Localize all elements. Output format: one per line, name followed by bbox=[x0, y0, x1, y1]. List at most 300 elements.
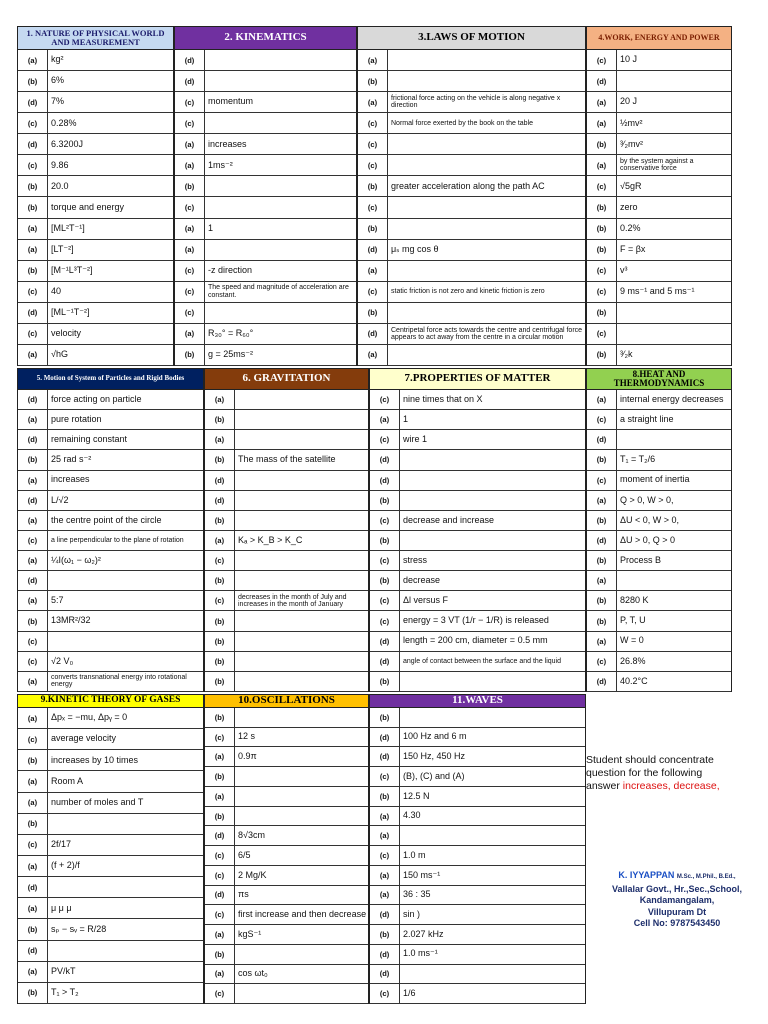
option-label: (c) bbox=[205, 728, 235, 747]
option-label: (a) bbox=[205, 787, 235, 806]
answer-text: 0.2% bbox=[620, 222, 641, 233]
answer-text bbox=[235, 430, 368, 449]
option-label: (b) bbox=[587, 219, 617, 239]
section-header-11 bbox=[369, 694, 586, 708]
answer-row bbox=[370, 611, 585, 631]
option-label: (b) bbox=[205, 571, 235, 590]
answer-text: 0.9π bbox=[238, 751, 257, 762]
answer-row bbox=[587, 672, 731, 692]
section-11-answers bbox=[369, 708, 586, 1004]
section-header-8 bbox=[586, 368, 732, 390]
answer-text bbox=[48, 877, 203, 897]
answer-row bbox=[370, 410, 585, 430]
option-label: (c) bbox=[587, 50, 617, 70]
answer-text: 20 J bbox=[620, 96, 638, 107]
answer-text bbox=[205, 113, 356, 133]
option-label: (a) bbox=[18, 708, 48, 728]
answer-row bbox=[358, 71, 585, 92]
answer-text bbox=[235, 807, 368, 826]
option-label: (c) bbox=[370, 390, 400, 409]
option-label: (d) bbox=[587, 71, 617, 91]
answer-row bbox=[205, 632, 368, 652]
author-block bbox=[586, 870, 768, 930]
answer-row bbox=[205, 886, 368, 906]
answer-row bbox=[205, 925, 368, 945]
answer-row bbox=[587, 511, 731, 531]
section-header-4 bbox=[586, 26, 732, 50]
answer-text bbox=[205, 197, 356, 217]
answer-text: 25 rad s⁻² bbox=[51, 454, 92, 465]
answer-text: sin ) bbox=[403, 908, 421, 919]
answer-text: 20.0 bbox=[51, 180, 69, 191]
answer-text bbox=[235, 984, 368, 1003]
answer-text: by the system against a conservative force bbox=[620, 158, 694, 173]
option-label: (b) bbox=[358, 176, 388, 196]
answer-text: The speed and magnitude of acceleration are constant. bbox=[208, 284, 349, 299]
section-2-answers bbox=[174, 50, 357, 366]
answer-text: a straight line bbox=[620, 413, 674, 424]
answer-row bbox=[587, 410, 731, 430]
section-header-9 bbox=[17, 694, 204, 708]
answer-text bbox=[617, 71, 731, 91]
answer-text: W = 0 bbox=[620, 635, 644, 646]
option-label: (b) bbox=[358, 71, 388, 91]
answer-text bbox=[205, 176, 356, 196]
answer-text: √hG bbox=[51, 349, 68, 360]
answer-row bbox=[587, 471, 731, 491]
answer-row bbox=[205, 787, 368, 807]
option-label: (a) bbox=[587, 155, 617, 175]
option-label: (c) bbox=[370, 984, 400, 1003]
option-label: (a) bbox=[358, 50, 388, 70]
answer-text: Δpₓ = −mu, Δpᵧ = 0 bbox=[51, 712, 128, 723]
option-label: (a) bbox=[18, 551, 48, 570]
answer-row bbox=[18, 571, 203, 591]
answer-text bbox=[48, 941, 203, 961]
option-label: (a) bbox=[18, 219, 48, 239]
option-label: (d) bbox=[18, 877, 48, 897]
answer-text: increases bbox=[51, 474, 90, 485]
answer-text: T₁ > T₂ bbox=[51, 987, 79, 998]
answer-row bbox=[370, 866, 585, 886]
option-label: (d) bbox=[18, 92, 48, 112]
answer-row bbox=[370, 826, 585, 846]
option-label: (a) bbox=[205, 965, 235, 984]
answer-text bbox=[235, 551, 368, 570]
answer-row bbox=[18, 962, 203, 983]
answer-row bbox=[18, 430, 203, 450]
option-label: (c) bbox=[587, 410, 617, 429]
option-label: (a) bbox=[18, 410, 48, 429]
answer-row bbox=[18, 410, 203, 430]
answer-row bbox=[370, 945, 585, 965]
option-label: (c) bbox=[18, 282, 48, 302]
option-label: (a) bbox=[18, 898, 48, 918]
answer-row bbox=[18, 155, 173, 176]
answer-row bbox=[358, 240, 585, 261]
option-label: (d) bbox=[18, 134, 48, 154]
section-title-7: 7.PROPERTIES OF MATTER bbox=[404, 372, 551, 385]
option-label: (c) bbox=[370, 611, 400, 630]
option-label: (c) bbox=[205, 591, 235, 610]
option-label: (d) bbox=[370, 945, 400, 964]
answer-row bbox=[370, 531, 585, 551]
option-label: (d) bbox=[18, 571, 48, 590]
option-label: (d) bbox=[358, 240, 388, 260]
answer-row bbox=[205, 531, 368, 551]
option-label: (c) bbox=[175, 113, 205, 133]
option-label: (d) bbox=[205, 491, 235, 510]
option-label: (b) bbox=[18, 919, 48, 939]
section-1-answers bbox=[17, 50, 174, 366]
answer-text: 1 bbox=[208, 222, 214, 233]
option-label: (b) bbox=[205, 511, 235, 530]
option-label: (d) bbox=[18, 941, 48, 961]
option-label: (a) bbox=[18, 50, 48, 70]
section-title-1: 1. NATURE OF PHYSICAL WORLD AND MEASUREMENT bbox=[26, 28, 165, 47]
answer-text: decrease bbox=[403, 575, 441, 586]
answer-row bbox=[205, 905, 368, 925]
answer-row bbox=[205, 807, 368, 827]
answer-row bbox=[175, 303, 356, 324]
section-header-5 bbox=[17, 368, 204, 390]
answer-row bbox=[18, 814, 203, 835]
answer-text: momentum bbox=[208, 96, 254, 107]
answer-row bbox=[18, 511, 203, 531]
option-label: (a) bbox=[175, 240, 205, 260]
option-label: (b) bbox=[18, 983, 48, 1003]
answer-row bbox=[175, 282, 356, 303]
answer-text: (f + 2)/f bbox=[51, 860, 80, 871]
answer-row bbox=[18, 551, 203, 571]
answer-text: F = βx bbox=[620, 243, 646, 254]
option-label: (b) bbox=[18, 814, 48, 834]
answer-text bbox=[235, 672, 368, 691]
answer-row bbox=[205, 846, 368, 866]
answer-row bbox=[358, 324, 585, 345]
option-label: (b) bbox=[205, 632, 235, 651]
answer-text bbox=[48, 814, 203, 834]
answer-text bbox=[400, 450, 585, 469]
answer-row bbox=[587, 134, 731, 155]
answer-text bbox=[400, 531, 585, 550]
author-school: Vallalar Govt., Hr.,Sec.,School, bbox=[611, 883, 743, 894]
option-label: (c) bbox=[370, 430, 400, 449]
answer-text bbox=[205, 50, 356, 70]
section-title-3: 3.LAWS OF MOTION bbox=[418, 31, 525, 44]
answer-text: 2f/17 bbox=[51, 839, 72, 850]
answer-row bbox=[18, 240, 173, 261]
option-label: (b) bbox=[175, 345, 205, 365]
option-label: (b) bbox=[370, 925, 400, 944]
answer-row bbox=[587, 611, 731, 631]
answer-row bbox=[18, 983, 203, 1004]
option-label: (c) bbox=[205, 984, 235, 1003]
answer-row bbox=[18, 471, 203, 491]
answer-row bbox=[587, 652, 731, 672]
option-label: (c) bbox=[205, 866, 235, 885]
option-label: (a) bbox=[18, 793, 48, 813]
option-label: (b) bbox=[18, 750, 48, 770]
answer-text bbox=[617, 303, 731, 323]
answer-text bbox=[400, 965, 585, 984]
section-header-1 bbox=[17, 26, 174, 50]
answer-row bbox=[175, 176, 356, 197]
answer-row bbox=[18, 856, 203, 877]
answer-text: velocity bbox=[51, 328, 82, 339]
answer-text: wire 1 bbox=[403, 434, 428, 445]
answer-text: 9 ms⁻¹ and 5 ms⁻¹ bbox=[620, 286, 695, 297]
answer-row bbox=[175, 197, 356, 218]
option-label: (a) bbox=[370, 866, 400, 885]
option-label: (d) bbox=[370, 747, 400, 766]
answer-text: μₛ mg cos θ bbox=[391, 243, 439, 254]
answer-row bbox=[175, 240, 356, 261]
option-label: (a) bbox=[358, 92, 388, 112]
option-label: (d) bbox=[370, 905, 400, 924]
option-label: (d) bbox=[205, 826, 235, 845]
answer-text: 6/5 bbox=[238, 849, 251, 860]
note-line-1: Student should concentrate bbox=[586, 754, 714, 766]
answer-text: torque and energy bbox=[51, 201, 125, 212]
answer-text: kgS⁻¹ bbox=[238, 928, 262, 939]
answer-row bbox=[18, 491, 203, 511]
option-label: (a) bbox=[18, 511, 48, 530]
answer-text bbox=[235, 571, 368, 590]
answer-row bbox=[587, 571, 731, 591]
option-label: (b) bbox=[205, 652, 235, 671]
option-label: (c) bbox=[587, 261, 617, 281]
option-label: (c) bbox=[587, 324, 617, 344]
answer-row bbox=[18, 134, 173, 155]
answer-text bbox=[235, 611, 368, 630]
option-label: (c) bbox=[587, 282, 617, 302]
answer-row bbox=[205, 571, 368, 591]
answer-text: g = 25ms⁻² bbox=[208, 349, 254, 360]
option-label: (b) bbox=[205, 945, 235, 964]
answer-row bbox=[370, 925, 585, 945]
answer-text: Kₐ > K_B > K_C bbox=[238, 534, 303, 545]
answer-row bbox=[175, 261, 356, 282]
answer-row bbox=[370, 747, 585, 767]
option-label: (a) bbox=[370, 826, 400, 845]
option-label: (c) bbox=[358, 282, 388, 302]
option-label: (c) bbox=[175, 303, 205, 323]
section-title-8: 8.HEAT AND THERMODYNAMICS bbox=[613, 368, 705, 388]
answer-text: Room A bbox=[51, 775, 84, 786]
answer-text: ³⁄₂mv² bbox=[620, 138, 643, 149]
section-7-answers bbox=[369, 390, 586, 692]
answer-row bbox=[587, 282, 731, 303]
section-9-answers bbox=[17, 708, 204, 1004]
option-label: (d) bbox=[175, 71, 205, 91]
option-label: (d) bbox=[370, 471, 400, 490]
answer-text: decreases in the month of July and increases in the month of January bbox=[238, 593, 347, 608]
author-name: K. IYYAPPAN bbox=[618, 870, 675, 880]
answer-text: 9.86 bbox=[51, 159, 69, 170]
answer-row bbox=[370, 511, 585, 531]
answer-text: -z direction bbox=[208, 264, 253, 275]
answer-text: 2 Mg/K bbox=[238, 869, 267, 880]
answer-row bbox=[18, 113, 173, 134]
answer-text: Process B bbox=[620, 554, 662, 565]
answer-text: √5gR bbox=[620, 180, 642, 191]
answer-text: 40.2°C bbox=[620, 675, 648, 686]
answer-row bbox=[18, 390, 203, 410]
option-label: (b) bbox=[358, 219, 388, 239]
author-cell: Cell No: 9787543450 bbox=[633, 918, 721, 928]
option-label: (a) bbox=[205, 747, 235, 766]
answer-row bbox=[587, 240, 731, 261]
answer-text: kg² bbox=[51, 54, 64, 65]
answer-text: nine times that on X bbox=[403, 393, 483, 404]
option-label: (b) bbox=[18, 261, 48, 281]
answer-text: 40 bbox=[51, 286, 62, 297]
answer-row bbox=[18, 219, 173, 240]
answer-text: energy = 3 VT (1/r − 1/R) is released bbox=[403, 615, 549, 626]
answer-row bbox=[587, 71, 731, 92]
answer-text: increases by 10 times bbox=[51, 754, 139, 765]
answer-row bbox=[205, 652, 368, 672]
answer-text: v³ bbox=[620, 264, 628, 275]
answer-text: 12 s bbox=[238, 731, 256, 742]
option-label: (a) bbox=[205, 925, 235, 944]
answer-text bbox=[235, 511, 368, 530]
answer-text bbox=[48, 571, 203, 590]
option-label: (d) bbox=[18, 303, 48, 323]
answer-text: PV/kT bbox=[51, 966, 76, 977]
answer-row bbox=[18, 261, 173, 282]
answer-text bbox=[235, 708, 368, 727]
answer-row bbox=[175, 219, 356, 240]
option-label: (a) bbox=[18, 962, 48, 982]
answer-text: average velocity bbox=[51, 733, 117, 744]
answer-text: 7% bbox=[51, 96, 65, 107]
option-label: (b) bbox=[358, 303, 388, 323]
option-label: (b) bbox=[370, 571, 400, 590]
answer-row bbox=[18, 708, 203, 729]
section-header-6 bbox=[204, 368, 369, 390]
option-label: (d) bbox=[205, 886, 235, 905]
note-line-3: answer increases, decrease, bbox=[586, 780, 720, 792]
answer-row bbox=[370, 652, 585, 672]
answer-row bbox=[175, 134, 356, 155]
option-label: (c) bbox=[18, 531, 48, 550]
answer-row bbox=[205, 491, 368, 511]
answer-row bbox=[358, 155, 585, 176]
answer-text: force acting on particle bbox=[51, 393, 142, 404]
answer-row bbox=[18, 632, 203, 652]
author-qualifications: M.Sc., M.Phil., B.Ed., bbox=[676, 874, 736, 880]
answer-text: (B), (C) and (A) bbox=[403, 770, 465, 781]
answer-text: [M⁻¹L³T⁻²] bbox=[51, 264, 93, 275]
option-label: (c) bbox=[175, 261, 205, 281]
option-label: (b) bbox=[587, 240, 617, 260]
answer-text: 1.0 ms⁻¹ bbox=[403, 948, 438, 959]
option-label: (a) bbox=[205, 430, 235, 449]
answer-text: 10 J bbox=[620, 54, 638, 65]
answer-text: length = 200 cm, diameter = 0.5 mm bbox=[403, 635, 548, 646]
answer-row bbox=[587, 491, 731, 511]
answer-row bbox=[175, 113, 356, 134]
section-3-answers bbox=[357, 50, 586, 366]
answer-text: 150 Hz, 450 Hz bbox=[403, 751, 466, 762]
answer-row bbox=[370, 450, 585, 470]
option-label: (b) bbox=[205, 807, 235, 826]
answer-row bbox=[587, 551, 731, 571]
answer-text: angle of contact between the surface and the liquid bbox=[403, 657, 561, 665]
answer-text: ¼I(ω₁ − ω₂)² bbox=[51, 554, 101, 565]
answer-row bbox=[358, 197, 585, 218]
answer-row bbox=[18, 450, 203, 470]
answer-row bbox=[205, 551, 368, 571]
option-label: (a) bbox=[18, 672, 48, 691]
option-label: (a) bbox=[370, 886, 400, 905]
option-label: (c) bbox=[358, 155, 388, 175]
answer-row bbox=[587, 632, 731, 652]
option-label: (c) bbox=[370, 846, 400, 865]
answer-row bbox=[18, 591, 203, 611]
answer-text: The mass of the satellite bbox=[238, 454, 336, 465]
option-label: (b) bbox=[205, 611, 235, 630]
answer-text: 8√3cm bbox=[238, 830, 265, 841]
section-title-5: 5. Motion of System of Particles and Rigid Bodies bbox=[36, 374, 185, 383]
option-label: (a) bbox=[358, 345, 388, 365]
section-title-11: 11.WAVES bbox=[452, 694, 503, 707]
option-label: (c) bbox=[587, 471, 617, 490]
answer-row bbox=[205, 511, 368, 531]
answer-text bbox=[235, 945, 368, 964]
option-label: (d) bbox=[370, 965, 400, 984]
study-note bbox=[586, 754, 768, 793]
answer-text: cos ωt₀ bbox=[238, 968, 268, 979]
answer-text: 4.30 bbox=[403, 810, 421, 821]
answer-row bbox=[370, 905, 585, 925]
option-label: (c) bbox=[370, 591, 400, 610]
answer-row bbox=[587, 345, 731, 366]
answer-text: 150 ms⁻¹ bbox=[403, 869, 441, 880]
answer-row bbox=[18, 729, 203, 750]
answer-text bbox=[235, 787, 368, 806]
note-highlight: increases, decrease, bbox=[622, 780, 720, 792]
answer-row bbox=[205, 965, 368, 985]
answer-row bbox=[205, 728, 368, 748]
answer-text: ½mv² bbox=[620, 117, 643, 128]
answer-text: zero bbox=[620, 201, 638, 212]
option-label: (b) bbox=[18, 176, 48, 196]
answer-text: Centripetal force acts towards the centre and centrifugal force appears to act away from the centre in a circular motion bbox=[391, 326, 583, 341]
answer-row bbox=[18, 919, 203, 940]
answer-text bbox=[48, 632, 203, 651]
answer-row bbox=[587, 303, 731, 324]
answer-text bbox=[388, 155, 585, 175]
answer-text: sₚ − sᵥ = R/28 bbox=[51, 923, 107, 934]
answer-text: stress bbox=[403, 554, 428, 565]
answer-row bbox=[370, 571, 585, 591]
answer-text: 26.8% bbox=[620, 655, 646, 666]
answer-row bbox=[18, 71, 173, 92]
section-header-2 bbox=[174, 26, 357, 50]
option-label: (b) bbox=[587, 591, 617, 610]
answer-row bbox=[175, 324, 356, 345]
answer-row bbox=[18, 941, 203, 962]
answer-row bbox=[370, 965, 585, 985]
section-5-answers bbox=[17, 390, 204, 692]
answer-text bbox=[388, 134, 585, 154]
answer-row bbox=[18, 92, 173, 113]
section-10-answers bbox=[204, 708, 369, 1004]
answer-text: Normal force exerted by the book on the table bbox=[391, 119, 534, 127]
